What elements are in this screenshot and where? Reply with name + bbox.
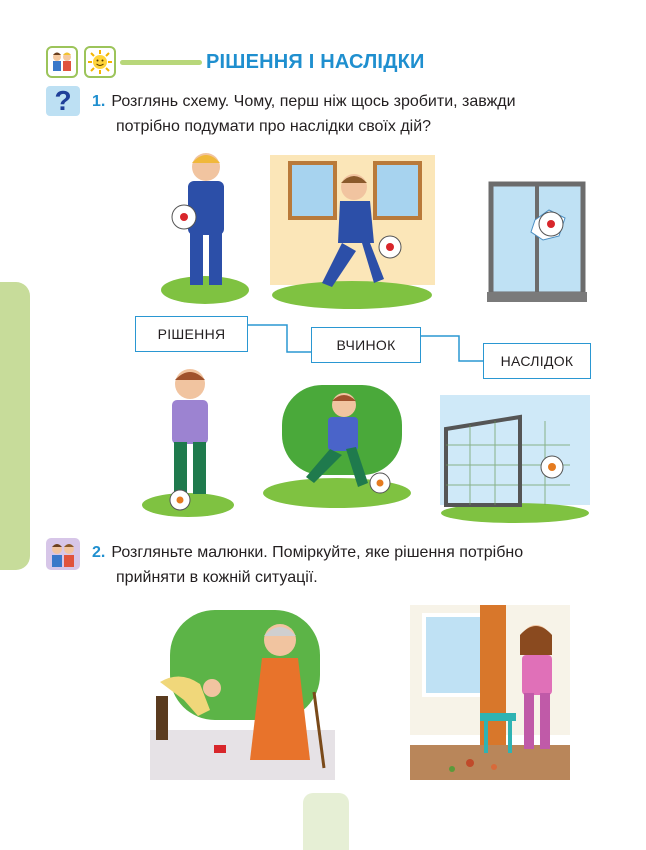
boy-running-with-ball-illustration [262, 375, 412, 510]
task-1-text [92, 89, 604, 139]
scheme-box-decision: РІШЕННЯ [135, 316, 248, 352]
page-number-tab [303, 793, 349, 850]
task-2-line-1: Розгляньте малюнки. Поміркуйте, яке рішення потрібно [111, 544, 524, 561]
scheme-box-result: НАСЛІДОК [483, 343, 591, 379]
girl-with-broken-flowerpot-illustration [410, 605, 570, 780]
children-icon [46, 46, 78, 78]
task-2-line-2: прийняти в кожній ситуації. [116, 569, 318, 586]
task-1-line-1: Розглянь схему. Чому, перш ніж щось зробити, завжди [111, 93, 516, 110]
boy-holding-ball-illustration [160, 145, 250, 305]
boy-kicking-ball-at-window-illustration [270, 155, 435, 310]
question-badge-icon: ? [46, 86, 80, 116]
task-1-number: 1. [92, 93, 106, 110]
task-2-text [92, 540, 604, 590]
page-title: РІШЕННЯ І НАСЛІДКИ [206, 51, 425, 73]
chapter-side-tab [0, 282, 30, 570]
task-2-number: 2. [92, 544, 106, 561]
ball-in-goal-net-illustration [440, 395, 590, 523]
broken-window-illustration [487, 180, 587, 302]
header-divider [120, 60, 202, 65]
boy-picking-up-dropped-item-grandmother-illustration [150, 600, 335, 780]
scheme-box-action: ВЧИНОК [311, 327, 421, 363]
task-1-line-2: потрібно подумати про наслідки своїх дій? [116, 118, 432, 135]
sun-face-icon [84, 46, 116, 78]
pair-work-icon [46, 538, 80, 570]
boy-with-ball-at-feet-illustration [140, 360, 235, 518]
